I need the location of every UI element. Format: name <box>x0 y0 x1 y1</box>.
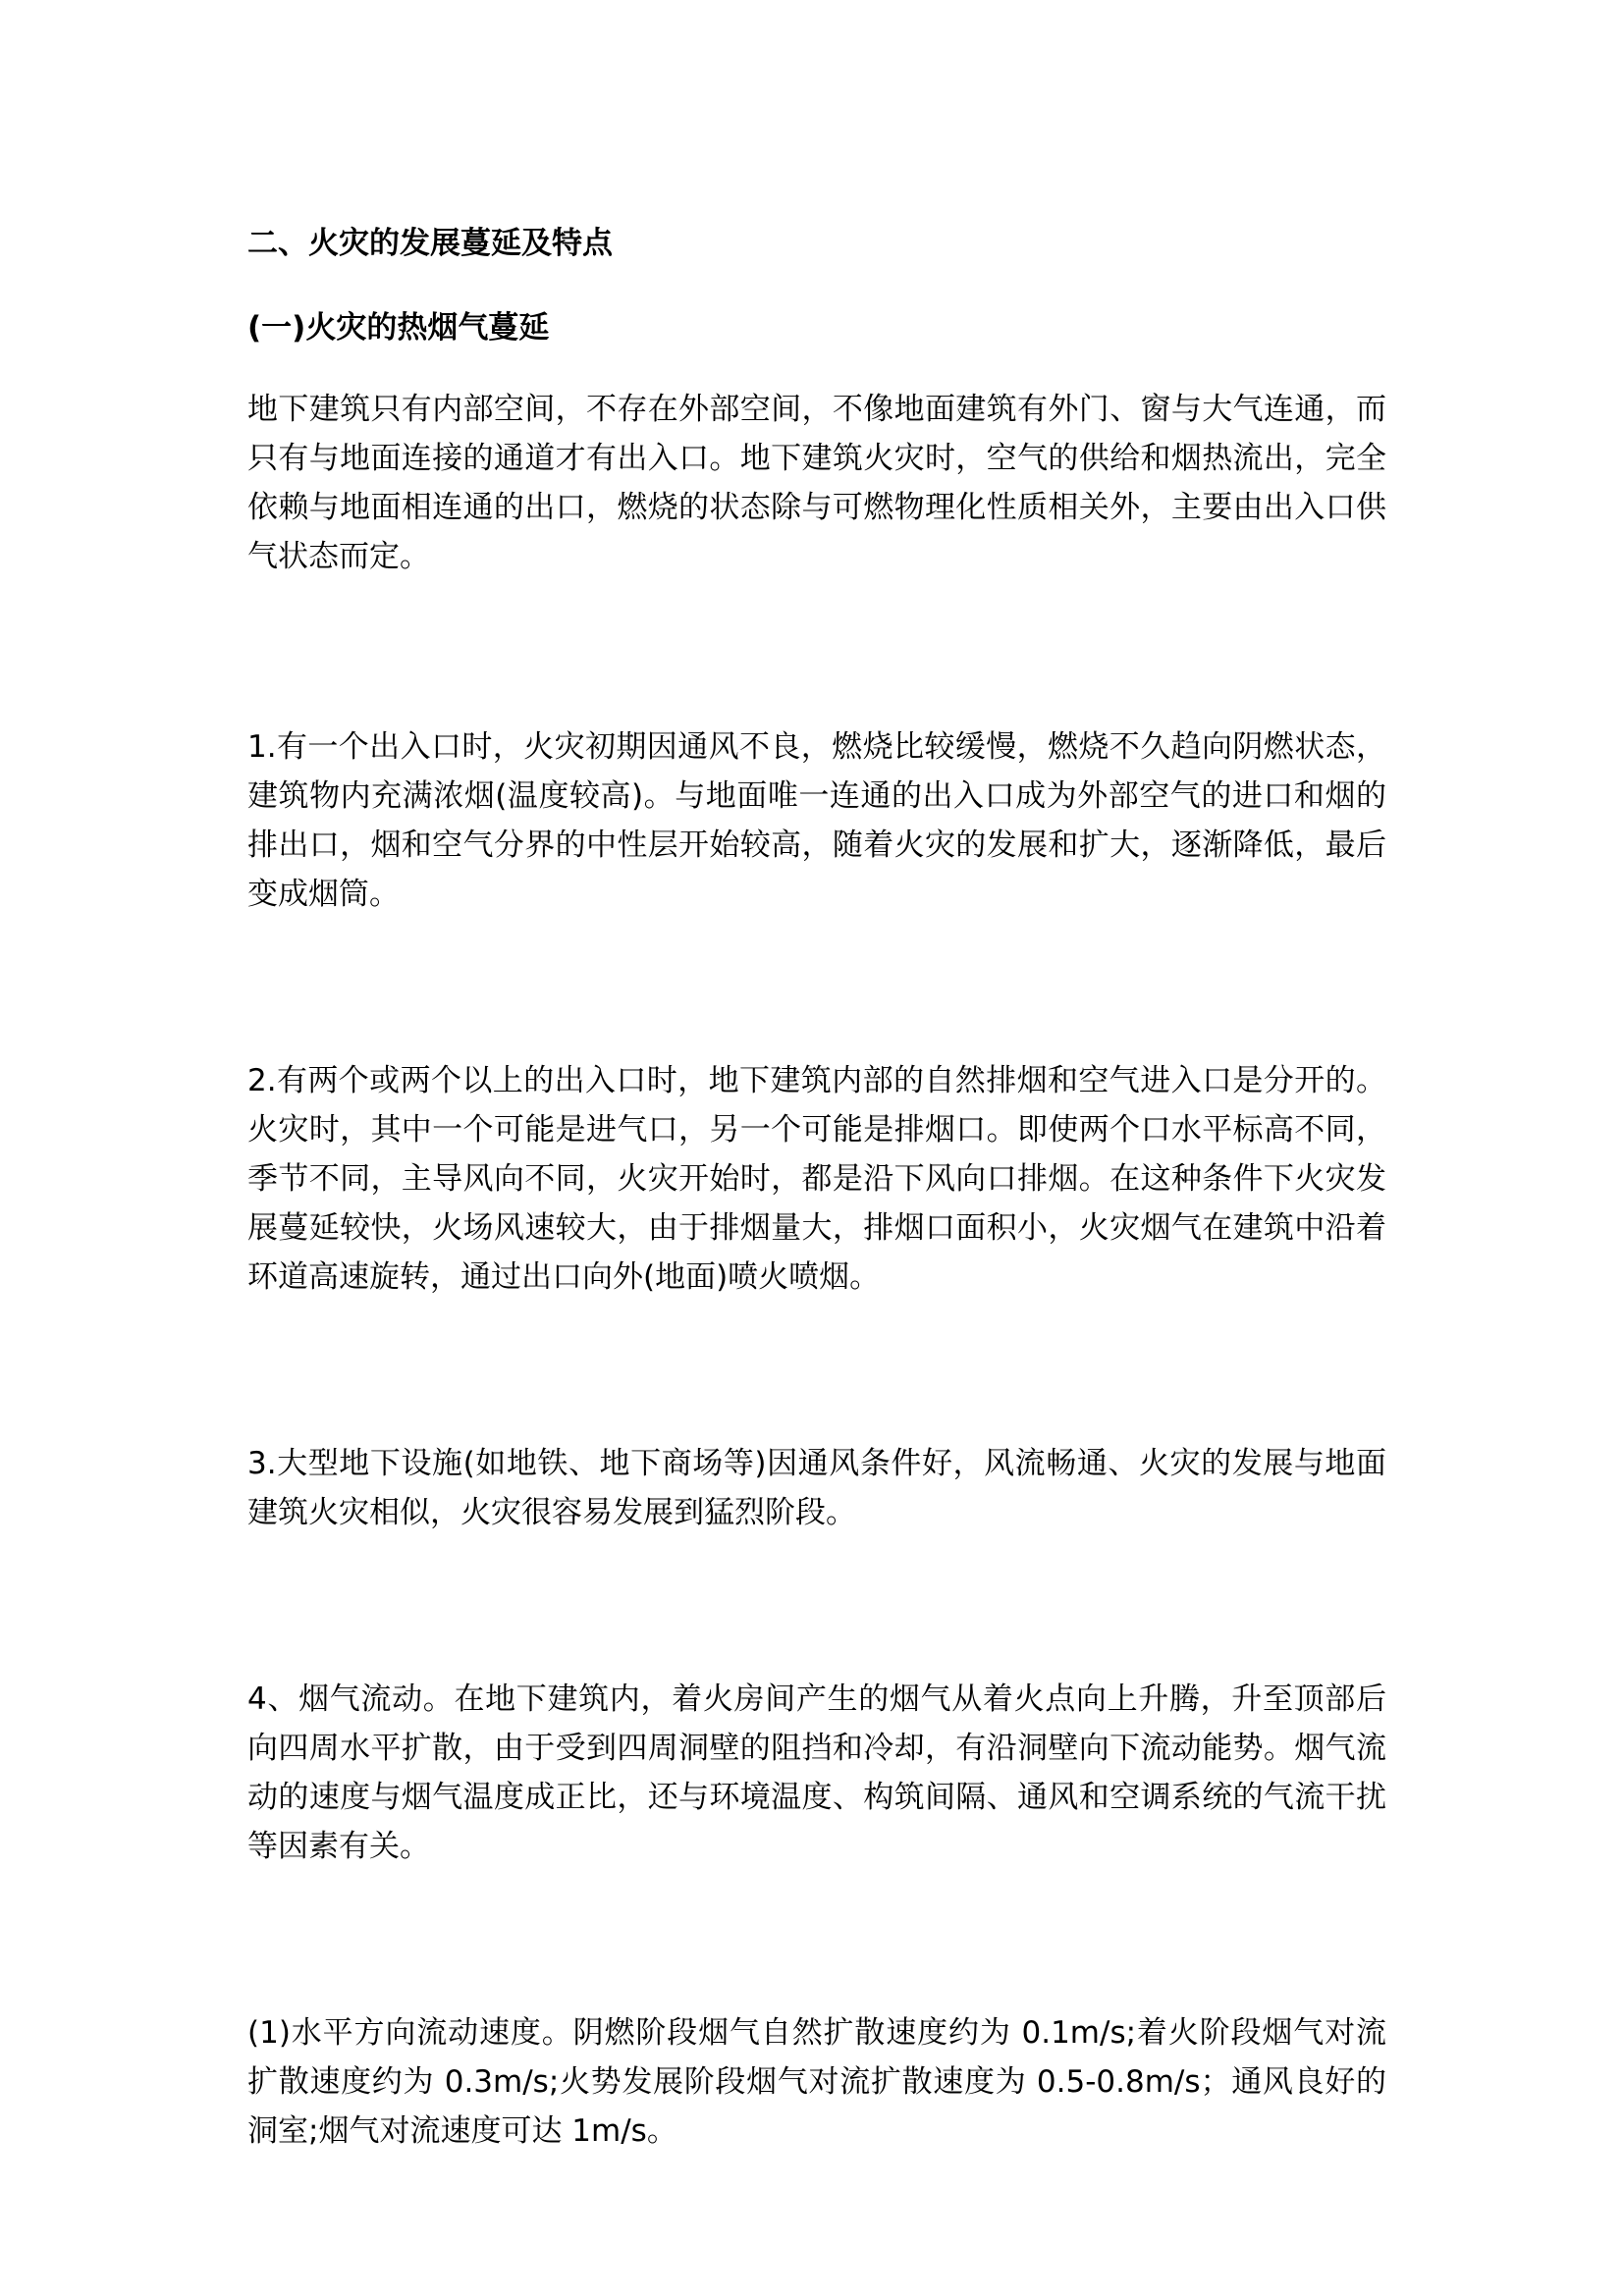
paragraph-horizontal-speed: (1)水平方向流动速度。阴燃阶段烟气自然扩散速度约为 0.1m/s;着火阶段烟气对流扩散速度约为 0.3m/s;火势发展阶段烟气对流扩散速度为 0.5-0.8m/s；通风良好的洞室;烟气对流速度可达 1m/s。 <box>247 2015 1386 2149</box>
subsection-heading: (一)火灾的热烟气蔓延 <box>247 310 550 346</box>
paragraph-intro: 地下建筑只有内部空间，不存在外部空间，不像地面建筑有外门、窗与大气连通，而只有与地面连接的通道才有出入口。地下建筑火灾时，空气的供给和烟热流出，完全依赖与地面相连通的出口，燃烧的状态除与可燃物理化性质相关外，主要由出入口供气状态而定。 <box>247 392 1386 574</box>
section-heading: 二、火灾的发展蔓延及特点 <box>247 226 613 261</box>
document-body <box>247 222 1386 2156</box>
paragraph-one-exit: 1.有一个出入口时，火灾初期因通风不良，燃烧比较缓慢，燃烧不久趋向阴燃状态，建筑物内充满浓烟(温度较高)。与地面唯一连通的出入口成为外部空气的进口和烟的排出口，烟和空气分界的中性层开始较高，随着火灾的发展和扩大，逐渐降低，最后变成烟筒。 <box>247 729 1386 912</box>
paragraph-two-exits: 2.有两个或两个以上的出入口时，地下建筑内部的自然排烟和空气进入口是分开的。火灾时，其中一个可能是进气口，另一个可能是排烟口。即使两个口水平标高不同，季节不同，主导风向不同，火灾开始时，都是沿下风向口排烟。在这种条件下火灾发展蔓延较快，火场风速较大，由于排烟量大，排烟口面积小，火灾烟气在建筑中沿着环道高速旋转，通过出口向外(地面)喷火喷烟。 <box>247 1063 1386 1295</box>
paragraph-smoke-flow: 4、烟气流动。在地下建筑内，着火房间产生的烟气从着火点向上升腾，升至顶部后向四周水平扩散，由于受到四周洞壁的阻挡和冷却，有沿洞壁向下流动能势。烟气流动的速度与烟气温度成正比，还与环境温度、构筑间隔、通风和空调系统的气流干扰等因素有关。 <box>247 1682 1386 1864</box>
paragraph-large-facilities: 3.大型地下设施(如地铁、地下商场等)因通风条件好，风流畅通、火灾的发展与地面建筑火灾相似，火灾很容易发展到猛烈阶段。 <box>247 1446 1386 1530</box>
